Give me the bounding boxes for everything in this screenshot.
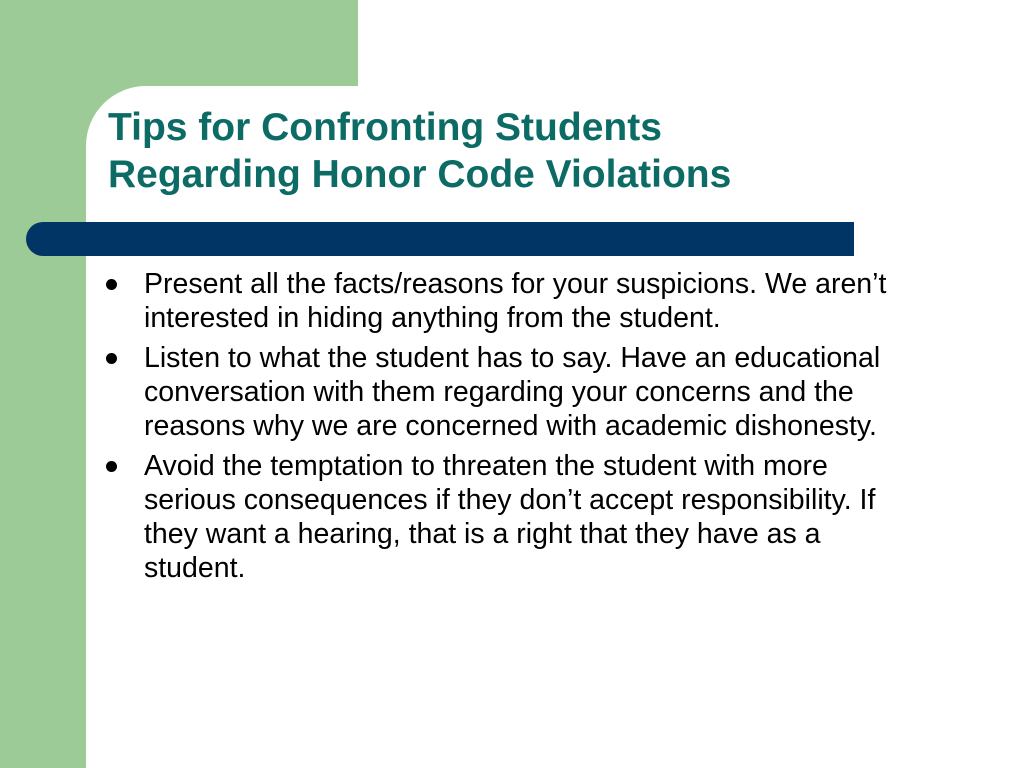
bullet-dot-icon — [106, 461, 117, 472]
bullet-dot-icon — [106, 353, 117, 364]
bullet-list — [104, 267, 924, 591]
bullet-item — [104, 267, 924, 335]
slide-title — [108, 104, 988, 198]
bullet-item — [104, 341, 924, 443]
bullet-text: Listen to what the student has to say. Have an educational conversation with them regarding your concerns and the reasons why we are concerned with academic dishonesty. — [144, 342, 881, 442]
bullet-text: Present all the facts/reasons for your suspicions. We aren’t interested in hiding anything from the student. — [144, 268, 887, 334]
bullet-dot-icon — [106, 279, 117, 290]
slide-title-line-1: Tips for Confronting Students — [108, 106, 662, 149]
bullet-item — [104, 449, 924, 585]
title-underline-bar — [26, 222, 854, 256]
bullet-text: Avoid the temptation to threaten the student with more serious consequences if they don’t accept responsibility. If they want a hearing, that is a right that they have as a student. — [144, 450, 876, 584]
slide-title-line-2: Regarding Honor Code Violations — [108, 153, 732, 196]
